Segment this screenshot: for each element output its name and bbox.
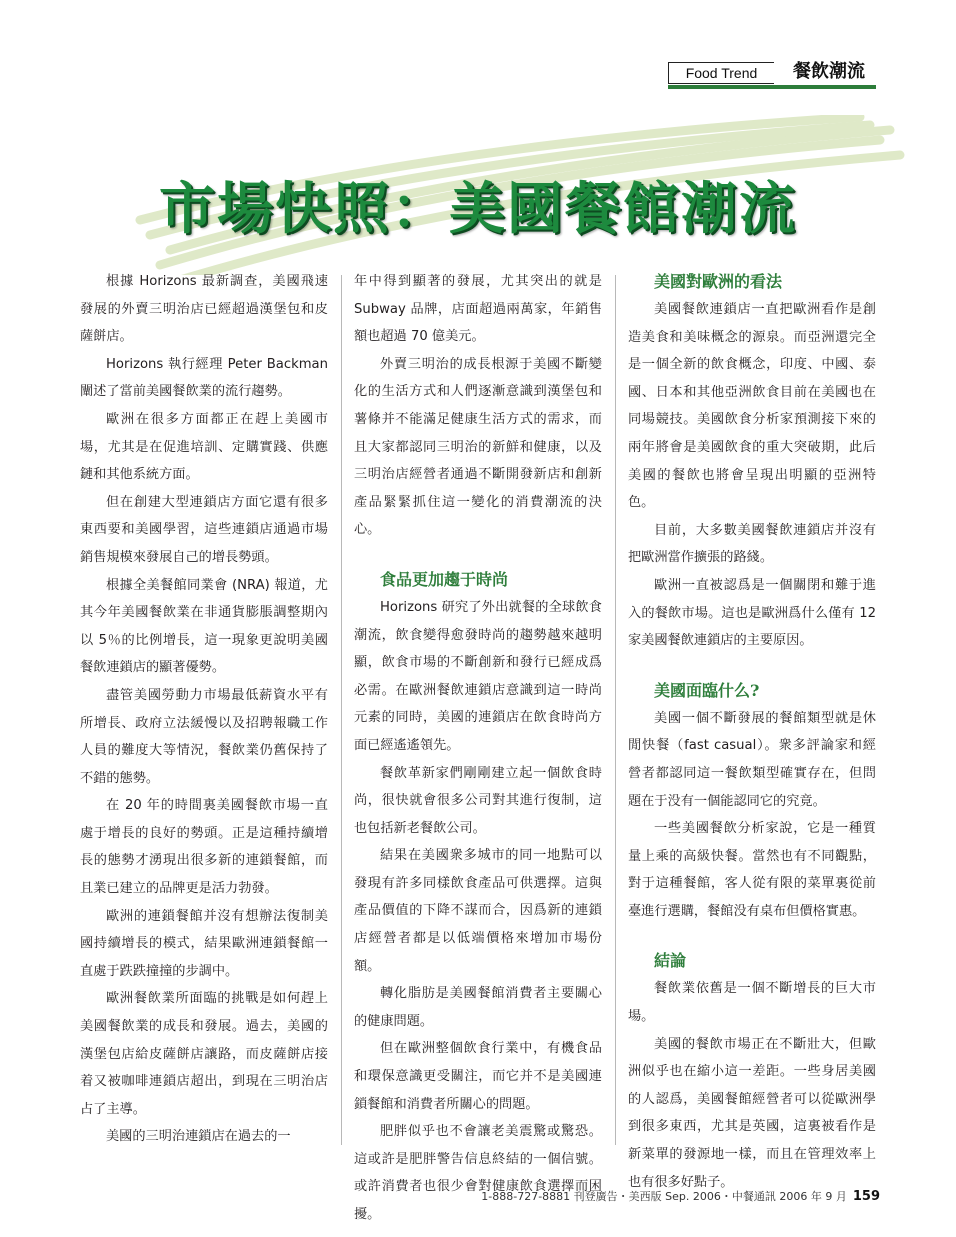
paragraph: 美國的餐飲市場正在不斷壯大，但歐洲似乎也在縮小這一差距。一些身居美國的人認爲，美國餐館經營者可以從歐洲學到很多東西，尤其是英國，這裏被看作是新菜單的發源地一樣，而且在管理效率上也有很多好點子。 xyxy=(628,1036,876,1190)
paragraph: 一些美國餐飲分析家說，它是一種質量上乘的高級快餐。當然也有不同觀點，對于這種餐館，客人從有限的菜單裏從前臺進行選購，餐館没有桌布但價格實惠。 xyxy=(628,821,876,919)
paragraph: 轉化脂肪是美國餐館消費者主要關心的健康問題。 xyxy=(354,986,602,1029)
paragraph: 目前，大多數美國餐飲連鎖店并沒有把歐洲當作擴張的路綫。 xyxy=(628,522,876,566)
paragraph: 歐洲一直被認爲是一個關閉和難于進入的餐飲市場。這也是歐洲爲什么僅有 12 家美國餐飲連鎖店的主要原因。 xyxy=(628,577,876,649)
article-column-1 xyxy=(80,268,328,1151)
paragraph: 但在創建大型連鎖店方面它還有很多東西要和美國學習，這些連鎖店通過市場銷售規模來發展自己的增長勢頭。 xyxy=(80,494,328,565)
paragraph: 根據 Horizons 最新調查，美國飛速發展的外賣三明治店已經超過漢堡包和皮薩餅店。 xyxy=(80,274,328,345)
paragraph: 美國的三明治連鎖店在過去的一 xyxy=(106,1129,291,1145)
paragraph: 美國餐飲連鎖店一直把歐洲看作是創造美食和美味概念的源泉。而亞洲還完全是一個全新的飲食概念，印度、中國、泰國、日本和其他亞洲飲食目前在美國也在同場競技。美國飲食分析家預測接下來的兩年將會是美國飲食的重大突破期，此后美國的餐飲也將會呈現出明顯的亞洲特色。 xyxy=(628,302,876,511)
paragraph: 歐洲在很多方面都正在趕上美國市場，尤其是在促進培訓、定購實踐、供應鏈和其他系統方面。 xyxy=(80,411,328,483)
paragraph: 但在歐洲整個飲食行業中，有機食品和環保意識更受關注，而它并不是美國連鎖餐館和消費者所關心的問題。 xyxy=(354,1041,602,1112)
paragraph: Horizons 研究了外出就餐的全球飲食潮流，飲食變得愈發時尚的趨勢越來越明顯，飲食市場的不斷創新和發行已經成爲必需。在歐洲餐飲連鎖店意識到這一時尚元素的同時，美國的連鎖店在飲食時尚方面已經遙遙領先。 xyxy=(354,599,602,753)
article-title: 市場快照：美國餐館潮流 xyxy=(159,176,797,242)
paragraph: 餐飲業依舊是一個不斷增長的巨大市場。 xyxy=(628,981,876,1025)
column-divider xyxy=(615,275,616,1145)
paragraph-continued: 年中得到顯著的發展，尤其突出的就是 Subway 品牌，店面超過兩萬家，年銷售額也超過 70 億美元。 xyxy=(354,274,602,345)
paragraph: 盡管美國勞動力市場最低薪資水平有所增長、政府立法緩慢以及招聘報職工作人員的難度大等情況，餐飲業仍舊保持了不錯的態勢。 xyxy=(80,687,328,786)
paragraph: 外賣三明治的成長根源于美國不斷變化的生活方式和人們逐漸意識到漢堡包和薯條并不能滿足健康生活方式的需求，而且大家都認同三明治的新鮮和健康，以及三明治店經營者通過不斷開發新店和創新產品緊緊抓住這一變化的消費潮流的決心。 xyxy=(354,356,602,538)
section-tag xyxy=(666,60,876,86)
section-tag-rule xyxy=(668,85,876,89)
section-heading-europe-view: 美國對歐洲的看法 xyxy=(654,272,783,291)
paragraph: Horizons 執行經理 Peter Backman 闡述了當前美國餐飲業的流行趨勢。 xyxy=(80,356,328,400)
article-column-2 xyxy=(354,268,602,1229)
section-tag-chinese: 餐飲潮流 xyxy=(793,61,865,82)
paragraph: 肥胖似乎也不會讓老美震驚或驚恐。這或許是肥胖警告信息終結的一個信號。或許消費者也很少會對健康飲食選擇而困擾。 xyxy=(354,1124,602,1222)
paragraph: 歐洲的連鎖餐館并沒有想辦法復制美國持續增長的模式，結果歐洲連鎖餐館一直處于跌跌撞撞的步調中。 xyxy=(80,908,328,979)
paragraph: 根據全美餐館同業會 (NRA) 報道，尤其今年美國餐飲業在非通貨膨脹調整期內以 5％的比例增長，這一現象更說明美國餐飲連鎖店的顯著優勢。 xyxy=(80,577,328,676)
page-footer xyxy=(456,1190,880,1204)
paragraph: 結果在美國衆多城市的同一地點可以發現有許多同樣飲食產品可供選擇。這與產品價值的下降不謀而合，因爲新的連鎖店經營者都是以低端價格來增加市場份額。 xyxy=(354,848,602,974)
paragraph: 美國一個不斷發展的餐館類型就是休閒快餐（fast casual）。衆多評論家和經營者都認同這一餐飲類型確實存在，但問題在于没有一個能認同它的究竟。 xyxy=(628,710,876,809)
page-number: 159 xyxy=(852,1189,880,1204)
section-heading-conclusion: 結論 xyxy=(654,951,687,971)
article-column-3 xyxy=(628,268,876,1196)
paragraph: 在 20 年的時間裏美國餐飲市場一直處于增長的良好的勢頭。正是這種持續增長的態勢才湧現出很多新的連鎖餐館，而且業已建立的品牌更是活力勃發。 xyxy=(80,798,328,897)
section-heading-challenges: 美國面臨什么? xyxy=(654,680,760,700)
paragraph: 餐飲革新家們剛剛建立起一個飲食時尚，很快就會很多公司對其進行復制，這也包括新老餐飲公司。 xyxy=(354,765,602,836)
footer-text: 1-888-727-8881 刊登廣告・美西版 Sep. 2006・中餐通訊 2006 年 9 月 xyxy=(481,1190,847,1203)
section-tag-english: Food Trend xyxy=(668,62,774,84)
section-heading-trends: 食品更加趨于時尚 xyxy=(380,569,509,589)
paragraph: 歐洲餐飲業所面臨的挑戰是如何趕上美國餐飲業的成長和發展。過去，美國的漢堡包店給皮薩餅店讓路，而皮薩餅店接着又被咖啡連鎖店超出，到現在三明治店占了主導。 xyxy=(80,991,328,1117)
column-divider xyxy=(341,275,342,1145)
